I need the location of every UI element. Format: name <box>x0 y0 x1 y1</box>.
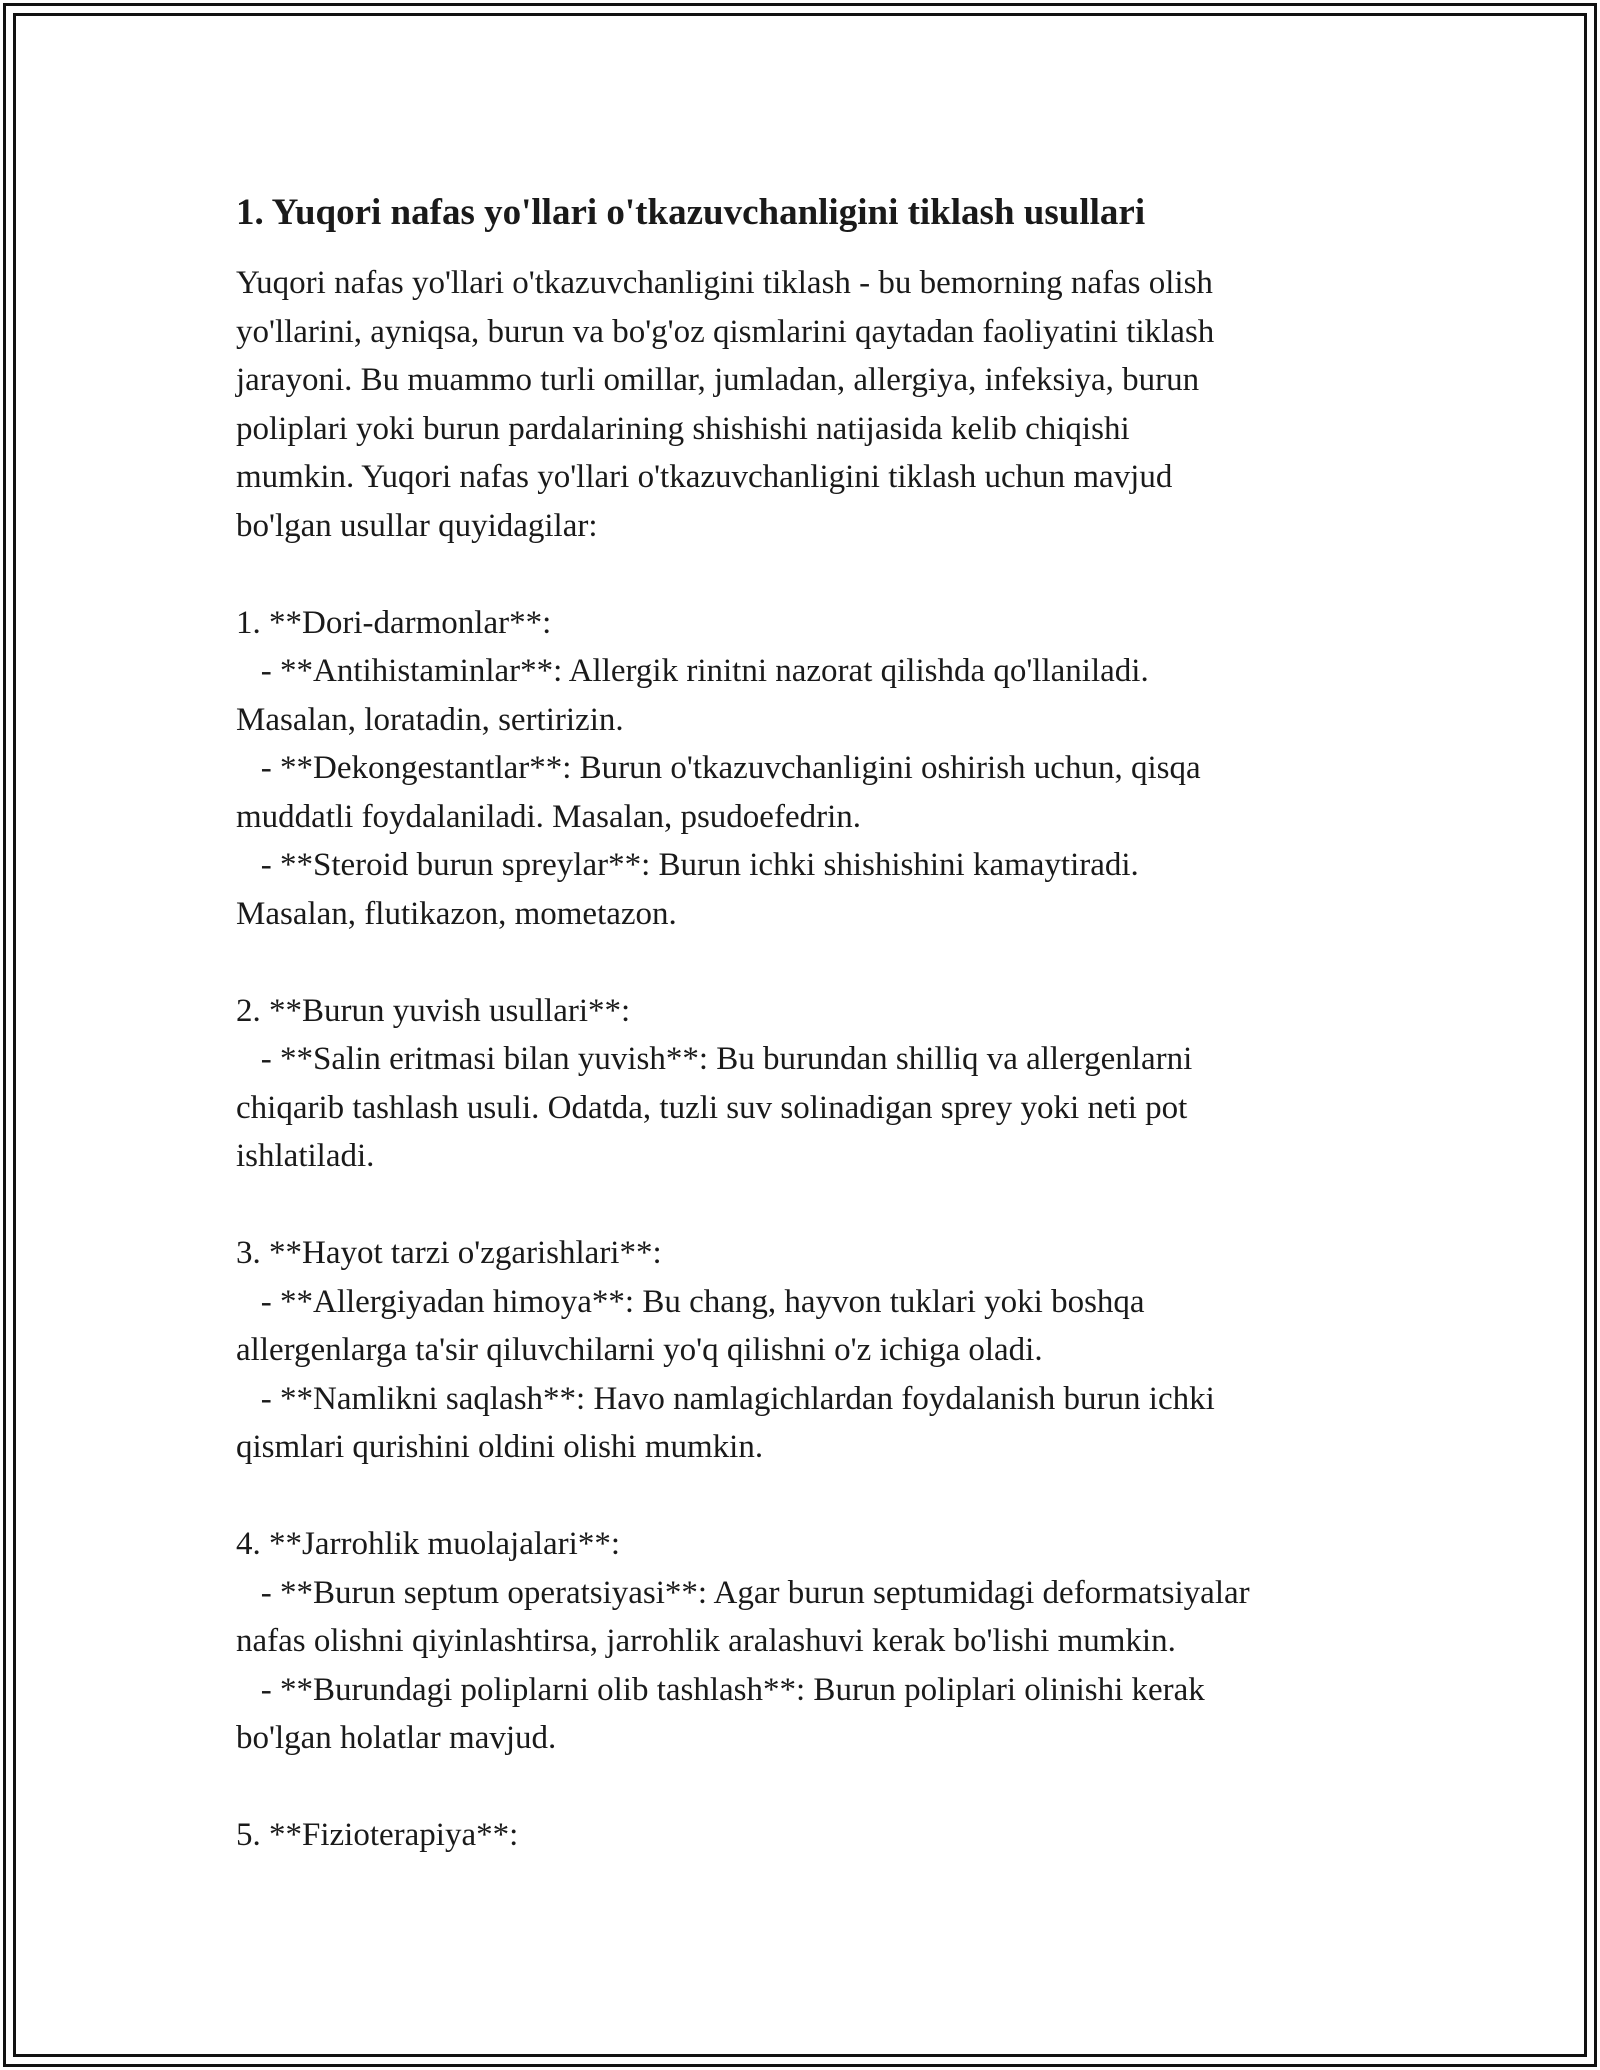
text-line: ishlatiladi. <box>236 1138 375 1174</box>
list-section-title: 5. **Fizioterapiya**: <box>236 1817 519 1853</box>
text-line: chiqarib tashlash usuli. Odatda, tuzli suv solinadigan sprey yoki neti pot <box>236 1089 1188 1126</box>
text-line: Masalan, flutikazon, mometazon. <box>236 895 677 932</box>
text-line: - **Dekongestantlar**: Burun o'tkazuvchanligini oshirish uchun, qisqa <box>236 750 1201 786</box>
text-line: allergenlarga ta'sir qiluvchilarni yo'q qilishni o'z ichiga oladi. <box>236 1332 1043 1368</box>
text-line: - **Salin eritmasi bilan yuvish**: Bu burundan shilliq va allergenlarni <box>236 1041 1193 1077</box>
list-section-physiotherapy <box>236 1811 1396 1860</box>
text-line: qismlari qurishini oldini olishi mumkin. <box>236 1429 764 1465</box>
text-line: bo'lgan holatlar mavjud. <box>236 1720 557 1756</box>
text-line: - **Burun septum operatsiyasi**: Agar burun septumidagi deformatsiyalar <box>236 1574 1250 1611</box>
intro-paragraph <box>236 259 1396 550</box>
text-line: - **Antihistaminlar**: Allergik rinitni nazorat qilishda qo'llaniladi. <box>236 653 1149 689</box>
text-line: yo'llarini, ayniqsa, burun va bo'g'oz qismlarini qaytadan faoliyatini tiklash <box>236 313 1215 350</box>
text-line: - **Allergiyadan himoya**: Bu chang, hayvon tuklari yoki boshqa <box>236 1283 1145 1320</box>
list-section-surgery <box>236 1520 1396 1763</box>
list-section-title: 4. **Jarrohlik muolajalari**: <box>236 1526 620 1562</box>
text-line: jarayoni. Bu muammo turli omillar, jumladan, allergiya, infeksiya, burun <box>236 362 1200 398</box>
document-content <box>236 187 1396 1860</box>
text-line: Yuqori nafas yo'llari o'tkazuvchanligini tiklash - bu bemorning nafas olish <box>236 265 1213 301</box>
text-line: muddatli foydalaniladi. Masalan, psudoefedrin. <box>236 798 862 835</box>
list-section-lifestyle <box>236 1229 1396 1472</box>
text-line: nafas olishni qiyinlashtirsa, jarrohlik aralashuvi kerak bo'lishi mumkin. <box>236 1623 1176 1659</box>
text-line: mumkin. Yuqori nafas yo'llari o'tkazuvchanligini tiklash uchun mavjud <box>236 459 1173 495</box>
list-section-nasal-wash <box>236 987 1396 1181</box>
text-line: poliplari yoki burun pardalarining shishishi natijasida kelib chiqishi <box>236 410 1130 447</box>
list-section-medications <box>236 599 1396 939</box>
section-heading: 1. Yuqori nafas yo'llari o'tkazuvchanligini tiklash usullari <box>236 192 1146 233</box>
text-line: Masalan, loratadin, sertirizin. <box>236 701 624 738</box>
list-section-title: 3. **Hayot tarzi o'zgarishlari**: <box>236 1235 662 1271</box>
list-section-title: 1. **Dori-darmonlar**: <box>236 604 552 641</box>
list-section-title: 2. **Burun yuvish usullari**: <box>236 992 631 1029</box>
text-line: - **Steroid burun spreylar**: Burun ichki shishishini kamaytiradi. <box>236 847 1139 883</box>
text-line: - **Namlikni saqlash**: Havo namlagichlardan foydalanish burun ichki <box>236 1380 1215 1417</box>
text-line: bo'lgan usullar quyidagilar: <box>236 507 598 544</box>
text-line: - **Burundagi poliplarni olib tashlash**: Burun poliplari olinishi kerak <box>236 1671 1205 1708</box>
